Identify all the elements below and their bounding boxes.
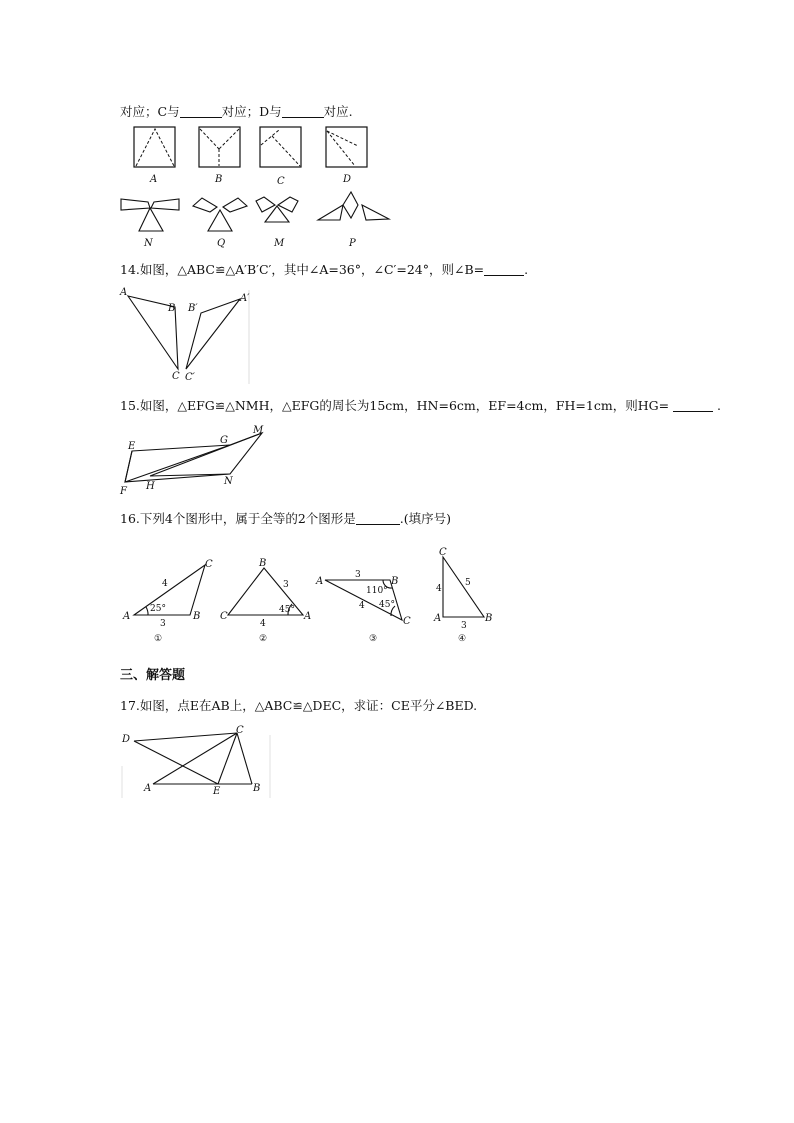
q14-label-c-prime: C′: [185, 372, 195, 383]
q15-label-h: H: [146, 481, 155, 492]
section-heading: 三、解答题: [120, 668, 186, 683]
q14-question-text: 14.如图，△ABC≌△A′B′C′，其中∠A=36°，∠C′=24°，则∠B=: [120, 262, 485, 277]
q16-fig3-side-ac: 4: [359, 601, 365, 611]
q16-fig4-label-c: C: [439, 547, 447, 558]
q16-fig1-label-c: C: [205, 559, 213, 570]
q17-question-text: 17.如图，点E在AB上，△ABC≌△DEC，求证：CE平分∠BED.: [120, 698, 478, 713]
q16-question-tail: .(填序号): [399, 511, 452, 526]
q15-label-e: E: [128, 441, 136, 452]
q13-text-2: 对应；D与: [221, 104, 282, 119]
q13-square-label-a: A: [150, 174, 158, 185]
q15-label-g: G: [220, 435, 228, 446]
q16-fig3-side-ab: 3: [355, 570, 361, 580]
q16-fig1-label-b: B: [193, 611, 201, 622]
q17-label-a: A: [144, 783, 152, 794]
q16-fig3-label-b: B: [391, 576, 399, 587]
q13-shape-label-q: Q: [217, 238, 226, 249]
q16-fig1-angle: 25°: [150, 604, 166, 614]
q16-fig4-side-ab: 3: [461, 621, 467, 631]
q16-fig4-number: ④: [458, 634, 467, 644]
q13-square-label-c: C: [277, 176, 285, 187]
q16-fig2-number: ②: [259, 634, 268, 644]
q16-fig3-number: ③: [369, 634, 378, 644]
q16-fig3-label-a: A: [316, 576, 324, 587]
q13-square-label-d: D: [343, 174, 352, 185]
q16-fig2-label-a: A: [304, 611, 312, 622]
q15-label-f: F: [120, 486, 127, 497]
q13-text-3: 对应.: [323, 104, 353, 119]
q16-fig1-side-ab: 3: [160, 619, 166, 629]
q16-fig2-label-b: B: [259, 558, 267, 569]
q16-question-text: 16.下列4个图形中，属于全等的2个图形是: [120, 511, 356, 526]
q13-shape-label-m: M: [274, 238, 285, 249]
q16-fig3-angle-b: 110°: [366, 586, 388, 596]
q16-fig1-side-ac: 4: [162, 579, 168, 589]
q16-fig4-label-b: B: [485, 613, 493, 624]
q15-question-text: 15.如图，△EFG≌△NMH，△EFG的周长为15cm，HN=6cm，EF=4cm，FH=1cm，则HG=: [120, 398, 670, 413]
q13-shape-label-n: N: [144, 238, 153, 249]
q14-label-a: A: [120, 287, 128, 298]
q15-label-m: M: [253, 425, 264, 436]
q16-fig4-side-cb: 5: [465, 578, 471, 588]
q16-fig3-angle-c: 45°: [379, 600, 395, 610]
q14-label-b: B: [168, 303, 176, 314]
q14-label-b-prime: B′: [188, 303, 198, 314]
q14-end: .: [524, 262, 529, 277]
q15-end: .: [717, 398, 722, 413]
q17-label-e: E: [213, 786, 221, 797]
q16-fig2-side-ca: 4: [260, 619, 266, 629]
q16-fig3-label-c: C: [403, 616, 411, 627]
q13-text-1: 对应；C与: [120, 104, 180, 119]
q14-label-c: C: [172, 371, 180, 382]
q13-square-label-b: B: [215, 174, 223, 185]
q16-fig2-side-ba: 3: [283, 580, 289, 590]
q16-fig2-angle: 45°: [279, 605, 295, 615]
q13-shape-label-p: P: [349, 238, 356, 249]
q17-label-b: B: [253, 783, 261, 794]
q16-fig4-side-ca: 4: [436, 584, 442, 594]
q15-label-n: N: [224, 476, 233, 487]
q16-fig1-number: ①: [154, 634, 163, 644]
q17-label-d: D: [122, 734, 131, 745]
q16-fig1-label-a: A: [123, 611, 131, 622]
q17-label-c: C: [236, 725, 244, 736]
q16-fig4-label-a: A: [434, 613, 442, 624]
q14-label-a-prime: A′: [240, 293, 250, 304]
q16-fig2-label-c: C: [220, 611, 228, 622]
